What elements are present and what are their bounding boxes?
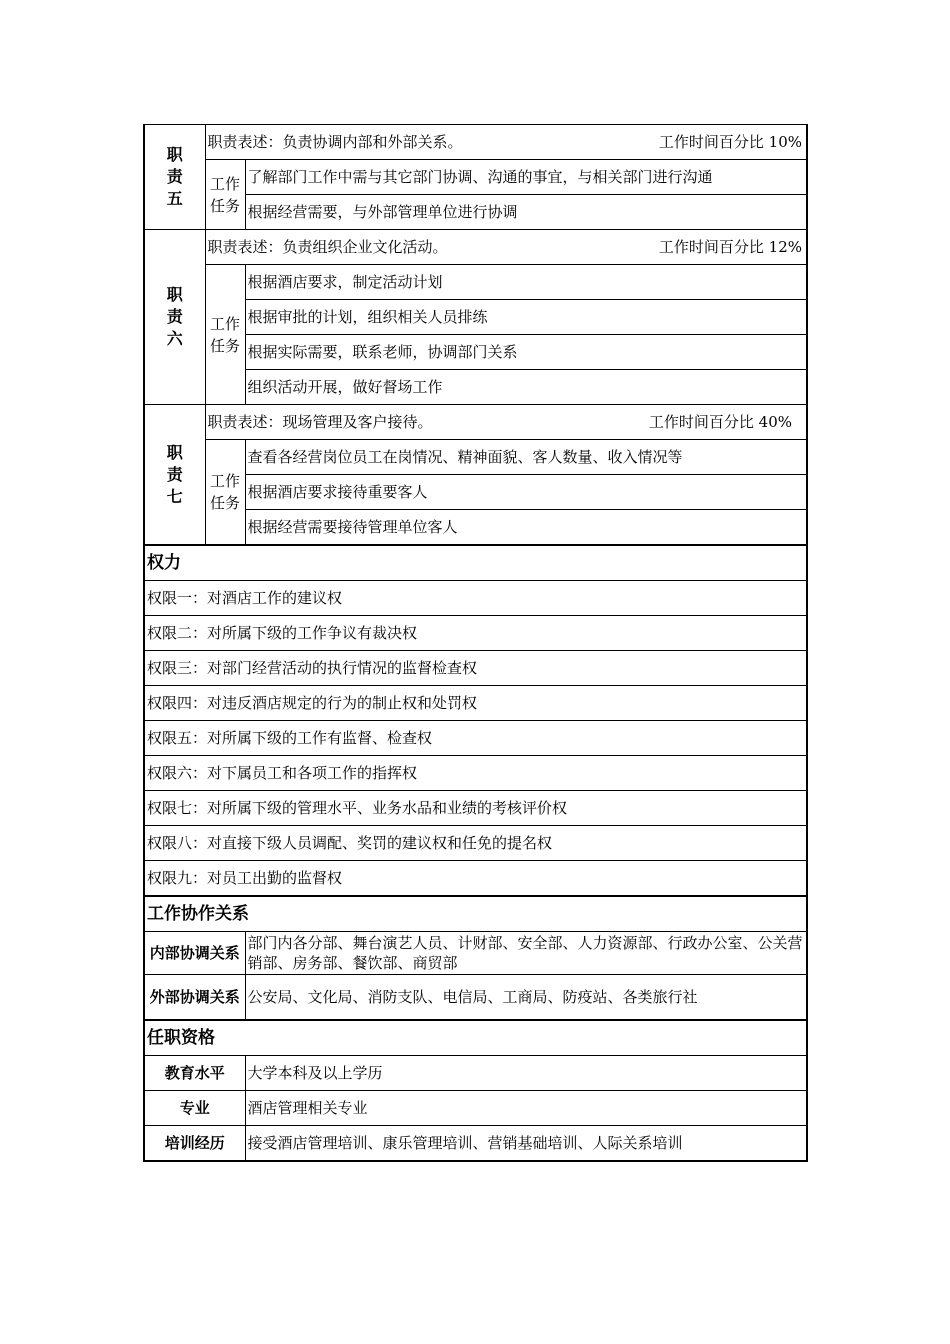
authority-item: 权限四：对违反酒店规定的行为的制止权和处罚权 xyxy=(144,686,807,721)
internal-relations-label: 内部协调关系 xyxy=(144,932,245,975)
time-percentage: 工作时间百分比 40% xyxy=(648,413,792,431)
task-item: 根据审批的计划，组织相关人员排练 xyxy=(245,300,807,335)
task-item: 根据酒店要求，制定活动计划 xyxy=(245,265,807,300)
time-percentage: 工作时间百分比 12% xyxy=(658,238,802,256)
task-item: 根据经营需要接待管理单位客人 xyxy=(245,510,807,546)
duty-description: 职责表述：现场管理及客户接待。 工作时间百分比 40% xyxy=(205,405,807,440)
task-item: 根据实际需要，联系老师，协调部门关系 xyxy=(245,335,807,370)
authority-item: 权限一：对酒店工作的建议权 xyxy=(144,581,807,616)
qualification-value: 酒店管理相关专业 xyxy=(245,1091,807,1126)
authority-item: 权限九：对员工出勤的监督权 xyxy=(144,861,807,897)
duty-description: 职责表述：负责组织企业文化活动。 工作时间百分比 12% xyxy=(205,230,807,265)
duty-description: 职责表述：负责协调内部和外部关系。 工作时间百分比 10% xyxy=(205,125,807,160)
task-label: 工作 任务 xyxy=(205,160,245,230)
duty-label: 职 责 六 xyxy=(144,230,205,405)
authority-item: 权限五：对所属下级的工作有监督、检查权 xyxy=(144,721,807,756)
duty-label: 职 责 五 xyxy=(144,125,205,230)
task-item: 根据经营需要，与外部管理单位进行协调 xyxy=(245,195,807,230)
qualification-label: 专业 xyxy=(144,1091,245,1126)
qualifications-section-title: 任职资格 xyxy=(144,1020,807,1056)
external-relations-value: 公安局、文化局、消防支队、电信局、工商局、防疫站、各类旅行社 xyxy=(245,975,807,1021)
authority-section-title: 权力 xyxy=(144,545,807,581)
relations-section-title: 工作协作关系 xyxy=(144,896,807,932)
task-label: 工作 任务 xyxy=(205,440,245,546)
authority-item: 权限三：对部门经营活动的执行情况的监督检查权 xyxy=(144,651,807,686)
task-item: 根据酒店要求接待重要客人 xyxy=(245,475,807,510)
qualification-value: 大学本科及以上学历 xyxy=(245,1056,807,1091)
task-label: 工作 任务 xyxy=(205,265,245,405)
authority-item: 权限八：对直接下级人员调配、奖罚的建议权和任免的提名权 xyxy=(144,826,807,861)
task-item: 查看各经营岗位员工在岗情况、精神面貌、客人数量、收入情况等 xyxy=(245,440,807,475)
internal-relations-value: 部门内各分部、舞台演艺人员、计财部、安全部、人力资源部、行政办公室、公关营销部、房务部、餐饮部、商贸部 xyxy=(245,932,807,975)
authority-item: 权限七：对所属下级的管理水平、业务水品和业绩的考核评价权 xyxy=(144,791,807,826)
duty-label: 职 责 七 xyxy=(144,405,205,546)
job-description-document xyxy=(143,124,806,1162)
authority-item: 权限六：对下属员工和各项工作的指挥权 xyxy=(144,756,807,791)
qualification-value: 接受酒店管理培训、康乐管理培训、营销基础培训、人际关系培训 xyxy=(245,1126,807,1162)
external-relations-label: 外部协调关系 xyxy=(144,975,245,1021)
authority-item: 权限二：对所属下级的工作争议有裁决权 xyxy=(144,616,807,651)
task-item: 组织活动开展，做好督场工作 xyxy=(245,370,807,405)
qualification-label: 培训经历 xyxy=(144,1126,245,1162)
task-item: 了解部门工作中需与其它部门协调、沟通的事宜，与相关部门进行沟通 xyxy=(245,160,807,195)
duties-table xyxy=(143,124,808,1162)
qualification-label: 教育水平 xyxy=(144,1056,245,1091)
time-percentage: 工作时间百分比 10% xyxy=(658,133,802,151)
